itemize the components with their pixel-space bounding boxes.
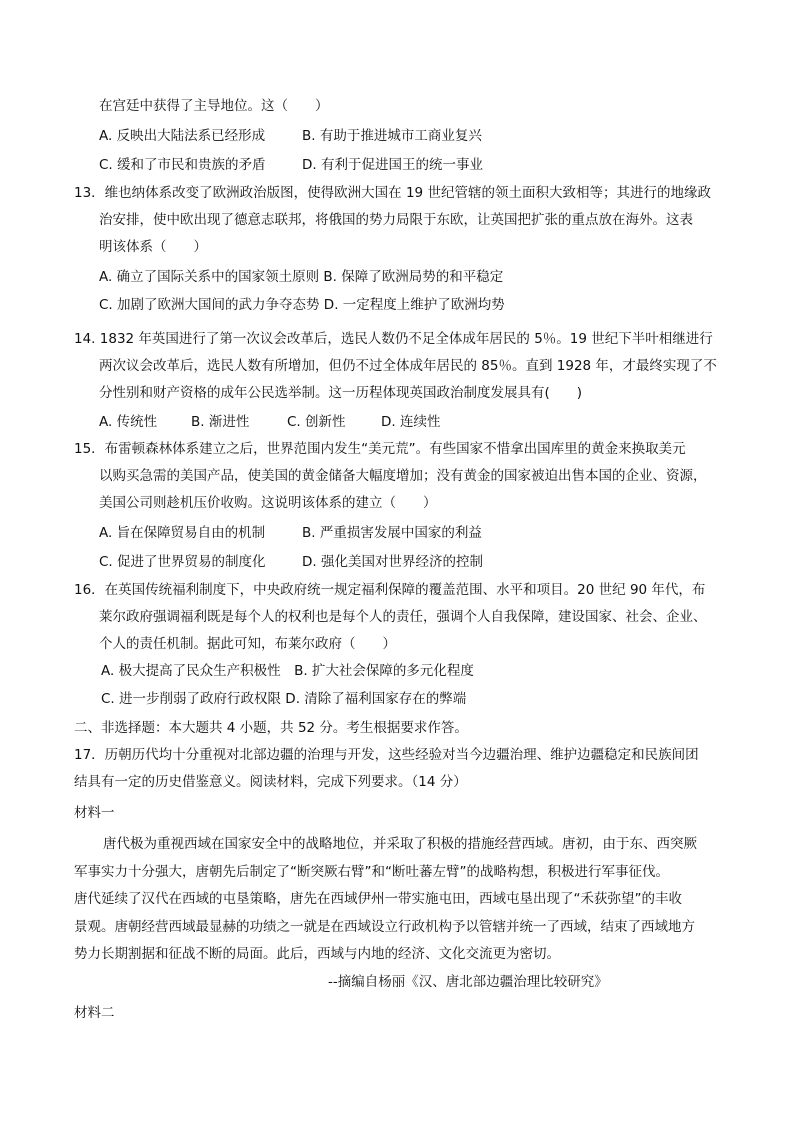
material-2-label: 材料二 (74, 1005, 115, 1021)
q12-option-c: C. 缓和了市民和贵族的矛盾 (99, 157, 266, 173)
material-1-para-line-2: 军事实力十分强大，唐朝先后制定了“断突厥右臂”和“断吐蕃左臂”的战略构想，积极进行军事征伐。 (74, 864, 669, 880)
q14-stem-line-3: 分性别和财产资格的成年公民选举制。这一历程体现英国政治制度发展具有( ) (99, 385, 583, 401)
q15-stem-line-2: 以购买急需的美国产品，使美国的黄金储备大幅度增加；没有黄金的国家被迫出售本国的企业、资源， (99, 468, 707, 484)
material-1-para-line-3: 唐代延续了汉代在西域的屯垦策略，唐先在西域伊州一带实施屯田，西域屯垦出现了“禾荻弥望”的丰收 (74, 891, 682, 907)
q12-option-a: A. 反映出大陆法系已经形成 (99, 128, 266, 144)
q16-stem-line-1: 16．在英国传统福利制度下，中央政府统一规定福利保障的覆盖范围、水平和项目。20 世纪 90 年代，布 (74, 582, 706, 598)
q12-option-b: B. 有助于推进城市工商业复兴 (302, 128, 482, 144)
q14-option-a: A. 传统性 (99, 414, 158, 430)
material-1-para-line-5: 势力长期割据和征战不断的局面。此后，西域与内地的经济、文化交流更为密切。 (74, 946, 560, 962)
q17-stem-line-1: 17．历朝历代均十分重视对北部边疆的治理与开发，这些经验对当今边疆治理、维护边疆稳定和民族间团 (74, 747, 699, 763)
material-1-para-line-4: 景观。唐朝经营西域最显赫的功绩之一就是在西域设立行政机构予以管辖并统一了西域，结束了西域地方 (74, 919, 695, 935)
q13-stem-line-1: 13．维也纳体系改变了欧洲政治版图，使得欧洲大国在 19 世纪管辖的领土面积大致相等；其进行的地缘政 (74, 185, 711, 201)
q14-stem-line-2: 两次议会改革后，选民人数有所增加，但仍不过全体成年居民的 85％。直到 1928 年，才最终实现了不 (99, 358, 717, 374)
q16-options-cd: C. 进一步削弱了政府行政权限 D. 清除了福利国家存在的弊端 (101, 691, 467, 707)
material-1-source: --摘编自杨丽《汉、唐北部边疆治理比较研究》 (328, 974, 608, 990)
material-1-para-line-1: 唐代极为重视西域在国家安全中的战略地位，并采取了积极的措施经营西域。唐初，由于东、西突厥 (103, 836, 697, 852)
q15-stem-line-1: 15．布雷顿森林体系建立之后，世界范围内发生“美元荒”。有些国家不惜拿出国库里的黄金来换取美元 (74, 441, 686, 457)
q14-stem-line-1: 14. 1832 年英国进行了第一次议会改革后，选民人数仍不足全体成年居民的 5％。19 世纪下半叶相继进行 (74, 331, 713, 347)
q13-stem-line-3: 明该体系（ ） (99, 239, 207, 255)
section-2-heading: 二、非选择题：本大题共 4 小题，共 52 分。考生根据要求作答。 (74, 720, 468, 736)
q13-options-ab: A. 确立了国际关系中的国家领土原则 B. 保障了欧洲局势的和平稳定 (99, 269, 504, 285)
q16-stem-line-3: 个人的责任机制。据此可知，布莱尔政府（ ） (99, 636, 396, 652)
q15-option-a: A. 旨在保障贸易自由的机制 (99, 525, 266, 541)
q13-stem-line-2: 治安排，使中欧出现了德意志联邦，将俄国的势力局限于东欧，让英国把扩张的重点放在海外。这表 (99, 212, 693, 228)
q14-option-b: B. 渐进性 (191, 414, 250, 430)
q15-stem-line-3: 美国公司则趁机压价收购。这说明该体系的建立（ ） (99, 495, 437, 511)
q16-stem-line-2: 莱尔政府强调福利既是每个人的权利也是每个人的责任，强调个人自我保障，建设国家、社会、企业、 (99, 609, 707, 625)
q14-option-c: C. 创新性 (287, 414, 346, 430)
q15-option-c: C. 促进了世界贸易的制度化 (99, 554, 266, 570)
q12-stem-continuation: 在宫廷中获得了主导地位。这（ ） (99, 98, 329, 114)
q12-option-d: D. 有利于促进国王的统一事业 (302, 157, 483, 173)
material-1-label: 材料一 (74, 805, 115, 821)
q14-option-d: D. 连续性 (381, 414, 441, 430)
q17-stem-line-2: 结具有一定的历史借鉴意义。阅读材料，完成下列要求。（14 分） (74, 774, 467, 790)
q13-options-cd: C. 加剧了欧洲大国间的武力争夺态势 D. 一定程度上维护了欧洲均势 (99, 297, 505, 313)
q15-option-b: B. 严重损害发展中国家的利益 (302, 525, 482, 541)
q15-option-d: D. 强化美国对世界经济的控制 (302, 554, 483, 570)
q16-options-ab: A. 极大提高了民众生产积极性 B. 扩大社会保障的多元化程度 (101, 663, 474, 679)
